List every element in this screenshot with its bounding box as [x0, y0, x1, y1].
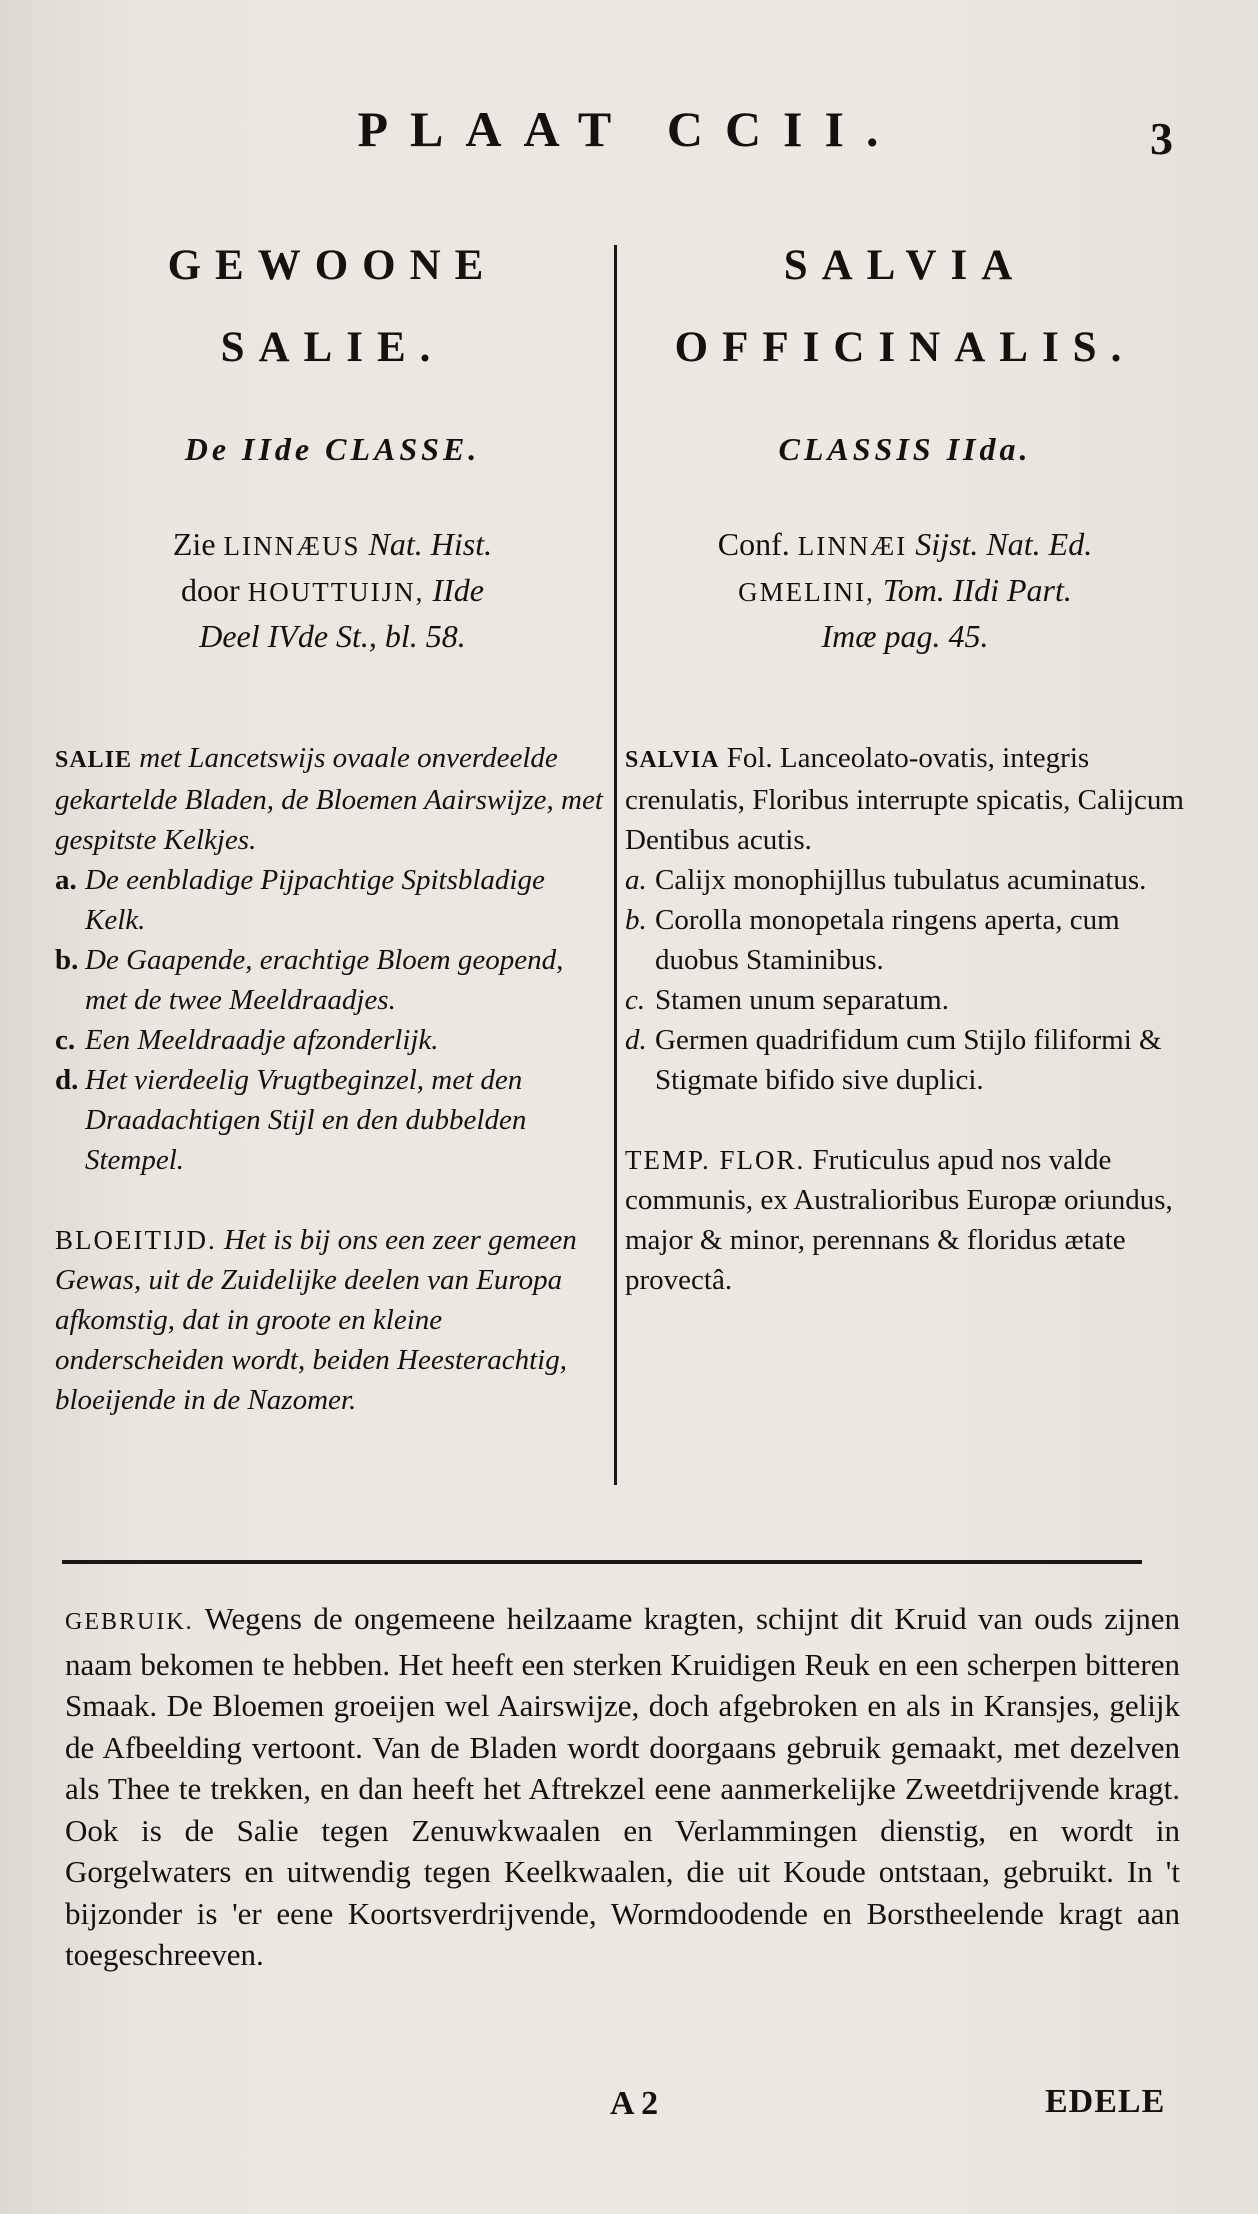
dutch-ref-volume: Deel IVde St., bl. 58. — [199, 618, 466, 654]
latin-title-line-1: SALVIA — [783, 242, 1027, 289]
usage-paragraph — [65, 1598, 1180, 1976]
latin-class-number: IIda. — [946, 431, 1032, 467]
latin-column — [625, 225, 1185, 1300]
item-text: Germen quadrifidum cum Stijlo filiformi & Stigmate bifido sive duplici. — [655, 1024, 1162, 1096]
dutch-flowering-body: Het is bij ons een zeer gemeen Gewas, uit de Zuidelijke deelen van Europa afkomstig, dat in groote en kleine onderscheiden wordt, beiden Heesterachtig, bloeijende in de Nazomer. — [55, 1224, 577, 1416]
item-label: b. — [55, 944, 79, 976]
dutch-ref-door: door — [181, 572, 240, 608]
latin-ref-tome: Tom. IIdi Part. — [882, 572, 1072, 608]
item-text: Corolla monopetala ringens aperta, cum duobus Staminibus. — [655, 904, 1120, 976]
plate-heading: PLAAT CCII. — [357, 101, 901, 157]
dutch-flowering-lead: BLOEITIJD. — [55, 1225, 217, 1255]
item-label: a. — [625, 864, 647, 896]
item-label: c. — [625, 984, 646, 1016]
item-label: d. — [625, 1024, 647, 1056]
item-text: De eenbladige Pijpachtige Spitsbladige Kelk. — [85, 864, 545, 936]
latin-desc-lead: SALVIA — [625, 747, 720, 773]
latin-title-line-2: OFFICINALIS. — [674, 324, 1136, 371]
latin-desc-body: Fol. Lanceolato-ovatis, integris crenulatis, Floribus interrupte spicatis, Calijcum Dentibus acutis. — [625, 742, 1184, 856]
item-text: Stamen unum separatum. — [655, 984, 949, 1016]
latin-item — [625, 900, 1185, 980]
dutch-title-line-2: SALIE. — [220, 324, 445, 371]
latin-ref-page: Imæ pag. 45. — [821, 618, 989, 654]
dutch-item — [55, 860, 610, 940]
latin-item — [625, 860, 1185, 900]
dutch-ref-zie: Zie — [172, 526, 216, 562]
dutch-ref-author: LINNÆUS — [223, 531, 361, 561]
page-number: 3 — [1150, 113, 1173, 164]
dutch-class-word: CLASSE. — [325, 431, 481, 467]
latin-class — [625, 431, 1185, 468]
item-label: c. — [55, 1024, 76, 1056]
dutch-description — [55, 738, 610, 1180]
usage-lead: GEBRUIK. — [65, 1609, 194, 1635]
latin-description — [625, 738, 1185, 1100]
dutch-item — [55, 940, 610, 1020]
latin-ref-editor: GMELINI, — [738, 577, 875, 607]
dutch-column — [55, 225, 610, 1420]
dutch-reference — [55, 522, 610, 658]
column-divider — [614, 245, 617, 1485]
dutch-class — [55, 431, 610, 468]
latin-ref-author: LINNÆI — [797, 531, 908, 561]
item-label: d. — [55, 1064, 79, 1096]
latin-ref-conf: Conf. — [717, 526, 790, 562]
latin-title — [625, 225, 1185, 389]
dutch-desc-lead: SALIE — [55, 747, 133, 773]
item-text: Calijx monophijllus tubulatus acuminatus. — [655, 864, 1147, 896]
item-text: Een Meeldraadje afzonderlijk. — [85, 1024, 439, 1056]
signature-mark: A 2 — [610, 2085, 659, 2122]
dutch-ref-work: Nat. Hist. — [368, 526, 493, 562]
latin-reference — [625, 522, 1185, 658]
dutch-item — [55, 1020, 610, 1060]
dutch-title — [55, 225, 610, 389]
latin-class-word: CLASSIS — [778, 431, 935, 467]
dutch-class-prefix: De — [184, 431, 231, 467]
item-text: De Gaapende, erachtige Bloem geopend, met de twee Meeldraadjes. — [85, 944, 564, 1016]
latin-flowering — [625, 1140, 1185, 1300]
latin-flowering-body: Fruticulus apud nos valde communis, ex Australioribus Europæ oriundus, major & minor, perennans & floridus ætate provectâ. — [625, 1144, 1173, 1296]
dutch-desc-body: met Lancetswijs ovaale onverdeelde gekartelde Bladen, de Bloemen Aairswijze, met gespitste Kelkjes. — [55, 742, 603, 856]
item-label: b. — [625, 904, 647, 936]
dutch-ref-translator: HOUTTUIJN, — [247, 577, 425, 607]
section-divider — [62, 1560, 1142, 1564]
latin-item — [625, 980, 1185, 1020]
latin-item — [625, 1020, 1185, 1100]
dutch-ref-part: IIde — [432, 572, 484, 608]
dutch-item — [55, 1060, 610, 1180]
dutch-title-line-1: GEWOONE — [167, 242, 498, 289]
latin-flowering-lead: TEMP. FLOR. — [625, 1145, 806, 1175]
item-text: Het vierdeelig Vrugtbeginzel, met den Draadachtigen Stijl en den dubbelden Stempel. — [85, 1064, 527, 1176]
dutch-class-number: IIde — [242, 431, 314, 467]
item-label: a. — [55, 864, 77, 896]
dutch-flowering — [55, 1220, 610, 1420]
latin-ref-work: Sijst. Nat. Ed. — [915, 526, 1093, 562]
usage-body: Wegens de ongemeene heilzaame kragten, schijnt dit Kruid van ouds zijnen naam bekomen te hebben. Het heeft een sterken Kruidigen Reuk en een scherpen bitteren Smaak. De Bloemen groeijen wel Aairswijze, doch afgebroken en als in Kransjes, gelijk de Afbeelding vertoont. Van de Bladen wordt doorgaans gebruik gemaakt, met dezelven als Thee te trekken, en dan heeft het Aftrekzel eene aanmerkelijke Zweetdrijvende kragt. Ook is de Salie tegen Zenuwkwaalen en Verlammingen dienstig, en wordt in Gorgelwaters en uitwendig tegen Keelkwaalen, die uit Koude ontstaan, gebruikt. In 't bijzonder is 'er eene Koortsverdrijvende, Wormdoodende en Borstheelende kragt aan toegeschreeven. — [65, 1601, 1180, 1972]
catchword: EDELE — [1045, 2083, 1166, 2120]
